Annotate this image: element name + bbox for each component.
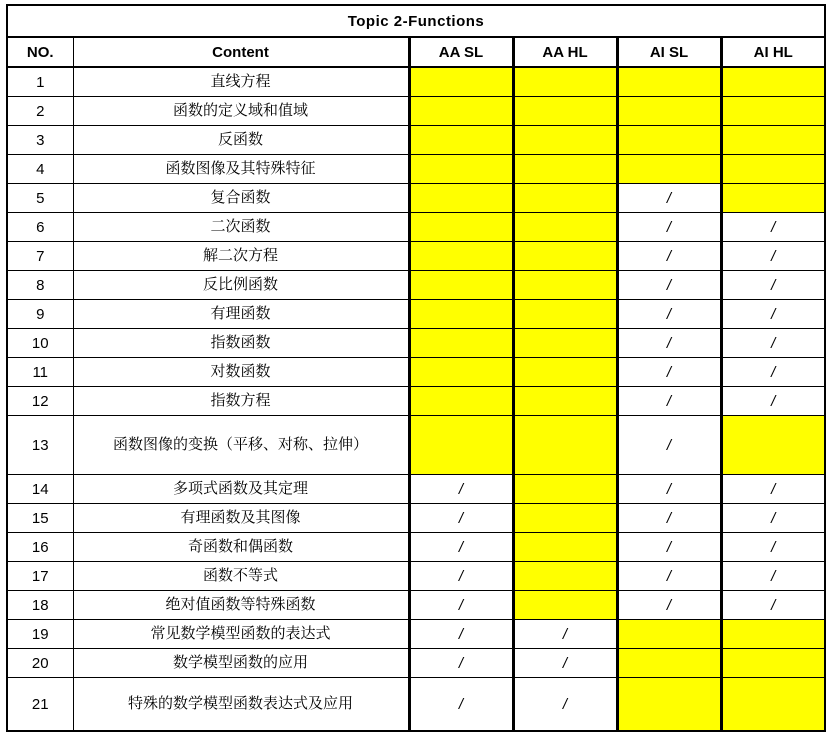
- slash-mark: /: [666, 276, 672, 294]
- table-row: [7, 97, 825, 126]
- cell-aa-hl: [513, 591, 617, 620]
- cell-ai-hl: [721, 155, 825, 184]
- cell-ai-sl: [617, 620, 721, 649]
- row-content: 复合函数: [73, 184, 409, 213]
- column-header-ai-sl: AI SL: [617, 37, 721, 67]
- column-header-aa-sl: AA SL: [409, 37, 513, 67]
- row-number: 12: [7, 387, 73, 416]
- row-content: 绝对值函数等特殊函数: [73, 591, 409, 620]
- cell-aa-hl: [513, 504, 617, 533]
- cell-ai-hl: [721, 562, 825, 591]
- cell-ai-sl: [617, 213, 721, 242]
- cell-ai-hl: [721, 591, 825, 620]
- cell-ai-hl: [721, 358, 825, 387]
- column-header-aa-hl: AA HL: [513, 37, 617, 67]
- cell-ai-hl: [721, 213, 825, 242]
- table-row: [7, 358, 825, 387]
- cell-aa-hl: [513, 358, 617, 387]
- row-content: 反比例函数: [73, 271, 409, 300]
- cell-aa-sl: [409, 562, 513, 591]
- cell-ai-sl: [617, 562, 721, 591]
- slash-mark: /: [771, 509, 776, 527]
- row-number: 6: [7, 213, 73, 242]
- cell-ai-sl: [617, 271, 721, 300]
- cell-ai-hl: [721, 184, 825, 213]
- cell-aa-sl: [409, 533, 513, 562]
- row-content: 函数不等式: [73, 562, 409, 591]
- cell-ai-sl: [617, 67, 721, 97]
- row-number: 16: [7, 533, 73, 562]
- slash-mark: /: [458, 567, 464, 585]
- cell-ai-hl: [721, 271, 825, 300]
- cell-aa-sl: [409, 387, 513, 416]
- slash-mark: /: [458, 695, 464, 713]
- table-body: [7, 67, 825, 731]
- slash-mark: /: [458, 538, 464, 556]
- row-number: 21: [7, 678, 73, 732]
- slash-mark: /: [666, 363, 672, 381]
- cell-ai-sl: [617, 533, 721, 562]
- row-number: 2: [7, 97, 73, 126]
- table-row: [7, 562, 825, 591]
- cell-aa-hl: [513, 678, 617, 732]
- row-number: 19: [7, 620, 73, 649]
- row-content: 直线方程: [73, 67, 409, 97]
- slash-mark: /: [771, 334, 776, 352]
- table-row: [7, 300, 825, 329]
- slash-mark: /: [666, 596, 672, 614]
- slash-mark: /: [771, 276, 776, 294]
- cell-ai-sl: [617, 242, 721, 271]
- cell-aa-sl: [409, 97, 513, 126]
- column-header-content: Content: [73, 37, 409, 67]
- slash-mark: /: [562, 625, 568, 643]
- table-row: [7, 213, 825, 242]
- cell-aa-hl: [513, 126, 617, 155]
- cell-aa-hl: [513, 387, 617, 416]
- cell-aa-hl: [513, 329, 617, 358]
- cell-ai-hl: [721, 678, 825, 732]
- cell-aa-sl: [409, 504, 513, 533]
- row-content: 有理函数: [73, 300, 409, 329]
- cell-aa-hl: [513, 416, 617, 475]
- cell-aa-sl: [409, 242, 513, 271]
- column-header-ai-hl: AI HL: [721, 37, 825, 67]
- row-number: 20: [7, 649, 73, 678]
- row-number: 4: [7, 155, 73, 184]
- cell-aa-sl: [409, 649, 513, 678]
- row-content: 有理函数及其图像: [73, 504, 409, 533]
- cell-aa-sl: [409, 184, 513, 213]
- cell-ai-sl: [617, 97, 721, 126]
- cell-aa-sl: [409, 271, 513, 300]
- slash-mark: /: [458, 480, 464, 498]
- cell-ai-hl: [721, 242, 825, 271]
- page-title: Topic 2-Functions: [7, 5, 825, 37]
- table-row: [7, 504, 825, 533]
- row-content: 奇函数和偶函数: [73, 533, 409, 562]
- slash-mark: /: [666, 189, 672, 207]
- slash-mark: /: [666, 436, 672, 454]
- table-row: [7, 649, 825, 678]
- cell-ai-sl: [617, 358, 721, 387]
- table-row: [7, 67, 825, 97]
- slash-mark: /: [562, 695, 568, 713]
- slash-mark: /: [771, 392, 776, 410]
- slash-mark: /: [771, 247, 776, 265]
- slash-mark: /: [666, 305, 672, 323]
- row-number: 9: [7, 300, 73, 329]
- row-number: 8: [7, 271, 73, 300]
- row-content: 二次函数: [73, 213, 409, 242]
- row-number: 15: [7, 504, 73, 533]
- cell-aa-sl: [409, 678, 513, 732]
- row-content: 函数的定义域和值域: [73, 97, 409, 126]
- row-content: 特殊的数学模型函数表达式及应用: [73, 678, 409, 732]
- cell-ai-sl: [617, 475, 721, 504]
- slash-mark: /: [771, 480, 776, 498]
- cell-ai-sl: [617, 591, 721, 620]
- cell-aa-sl: [409, 475, 513, 504]
- row-content: 指数方程: [73, 387, 409, 416]
- slash-mark: /: [458, 509, 464, 527]
- cell-aa-sl: [409, 358, 513, 387]
- row-number: 14: [7, 475, 73, 504]
- slash-mark: /: [666, 509, 672, 527]
- cell-aa-hl: [513, 155, 617, 184]
- row-number: 11: [7, 358, 73, 387]
- slash-mark: /: [666, 334, 672, 352]
- table-head: [7, 5, 825, 67]
- slash-mark: /: [562, 654, 568, 672]
- cell-aa-hl: [513, 533, 617, 562]
- cell-ai-sl: [617, 329, 721, 358]
- column-header-no: NO.: [7, 37, 73, 67]
- table-row: [7, 678, 825, 732]
- row-content: 函数图像及其特殊特征: [73, 155, 409, 184]
- slash-mark: /: [666, 392, 672, 410]
- cell-ai-sl: [617, 504, 721, 533]
- cell-ai-sl: [617, 649, 721, 678]
- row-content: 指数函数: [73, 329, 409, 358]
- cell-ai-hl: [721, 126, 825, 155]
- cell-aa-hl: [513, 213, 617, 242]
- slash-mark: /: [666, 218, 672, 236]
- table-row: [7, 329, 825, 358]
- header-row: [7, 37, 825, 67]
- cell-ai-hl: [721, 97, 825, 126]
- cell-aa-sl: [409, 300, 513, 329]
- cell-ai-hl: [721, 504, 825, 533]
- slash-mark: /: [666, 538, 672, 556]
- table-row: [7, 271, 825, 300]
- cell-aa-hl: [513, 620, 617, 649]
- cell-aa-sl: [409, 591, 513, 620]
- cell-aa-sl: [409, 416, 513, 475]
- cell-aa-hl: [513, 475, 617, 504]
- cell-aa-hl: [513, 97, 617, 126]
- table-row: [7, 416, 825, 475]
- row-content: 多项式函数及其定理: [73, 475, 409, 504]
- cell-ai-sl: [617, 126, 721, 155]
- table-row: [7, 387, 825, 416]
- cell-ai-sl: [617, 300, 721, 329]
- row-number: 5: [7, 184, 73, 213]
- slash-mark: /: [458, 625, 464, 643]
- cell-ai-hl: [721, 387, 825, 416]
- table-row: [7, 126, 825, 155]
- row-content: 对数函数: [73, 358, 409, 387]
- table-row: [7, 533, 825, 562]
- row-number: 3: [7, 126, 73, 155]
- cell-aa-hl: [513, 242, 617, 271]
- title-row: [7, 5, 825, 37]
- cell-aa-hl: [513, 184, 617, 213]
- slash-mark: /: [771, 363, 776, 381]
- slash-mark: /: [771, 596, 776, 614]
- cell-ai-hl: [721, 649, 825, 678]
- cell-ai-hl: [721, 329, 825, 358]
- row-content: 数学模型函数的应用: [73, 649, 409, 678]
- cell-aa-sl: [409, 213, 513, 242]
- table-row: [7, 184, 825, 213]
- table-row: [7, 475, 825, 504]
- slash-mark: /: [666, 567, 672, 585]
- cell-aa-hl: [513, 67, 617, 97]
- cell-ai-hl: [721, 620, 825, 649]
- cell-aa-sl: [409, 126, 513, 155]
- table-row: [7, 155, 825, 184]
- row-content: 解二次方程: [73, 242, 409, 271]
- cell-ai-sl: [617, 416, 721, 475]
- table-row: [7, 620, 825, 649]
- slash-mark: /: [458, 654, 464, 672]
- cell-aa-hl: [513, 271, 617, 300]
- cell-ai-sl: [617, 387, 721, 416]
- cell-aa-sl: [409, 155, 513, 184]
- cell-aa-sl: [409, 67, 513, 97]
- slash-mark: /: [458, 596, 464, 614]
- row-number: 1: [7, 67, 73, 97]
- row-number: 13: [7, 416, 73, 475]
- row-content: 反函数: [73, 126, 409, 155]
- cell-ai-sl: [617, 155, 721, 184]
- cell-aa-sl: [409, 329, 513, 358]
- slash-mark: /: [666, 247, 672, 265]
- cell-ai-hl: [721, 475, 825, 504]
- row-number: 10: [7, 329, 73, 358]
- cell-ai-hl: [721, 533, 825, 562]
- cell-aa-sl: [409, 620, 513, 649]
- cell-aa-hl: [513, 300, 617, 329]
- slash-mark: /: [771, 538, 776, 556]
- cell-aa-hl: [513, 649, 617, 678]
- row-content: 常见数学模型函数的表达式: [73, 620, 409, 649]
- cell-ai-hl: [721, 300, 825, 329]
- cell-ai-sl: [617, 184, 721, 213]
- cell-ai-hl: [721, 67, 825, 97]
- table-row: [7, 591, 825, 620]
- slash-mark: /: [771, 567, 776, 585]
- cell-aa-hl: [513, 562, 617, 591]
- row-number: 17: [7, 562, 73, 591]
- cell-ai-hl: [721, 416, 825, 475]
- cell-ai-sl: [617, 678, 721, 732]
- slash-mark: /: [771, 305, 776, 323]
- slash-mark: /: [666, 480, 672, 498]
- row-number: 7: [7, 242, 73, 271]
- table-row: [7, 242, 825, 271]
- topic-functions-table: [6, 4, 826, 732]
- slash-mark: /: [771, 218, 776, 236]
- row-number: 18: [7, 591, 73, 620]
- row-content: 函数图像的变换（平移、对称、拉伸）: [73, 416, 409, 475]
